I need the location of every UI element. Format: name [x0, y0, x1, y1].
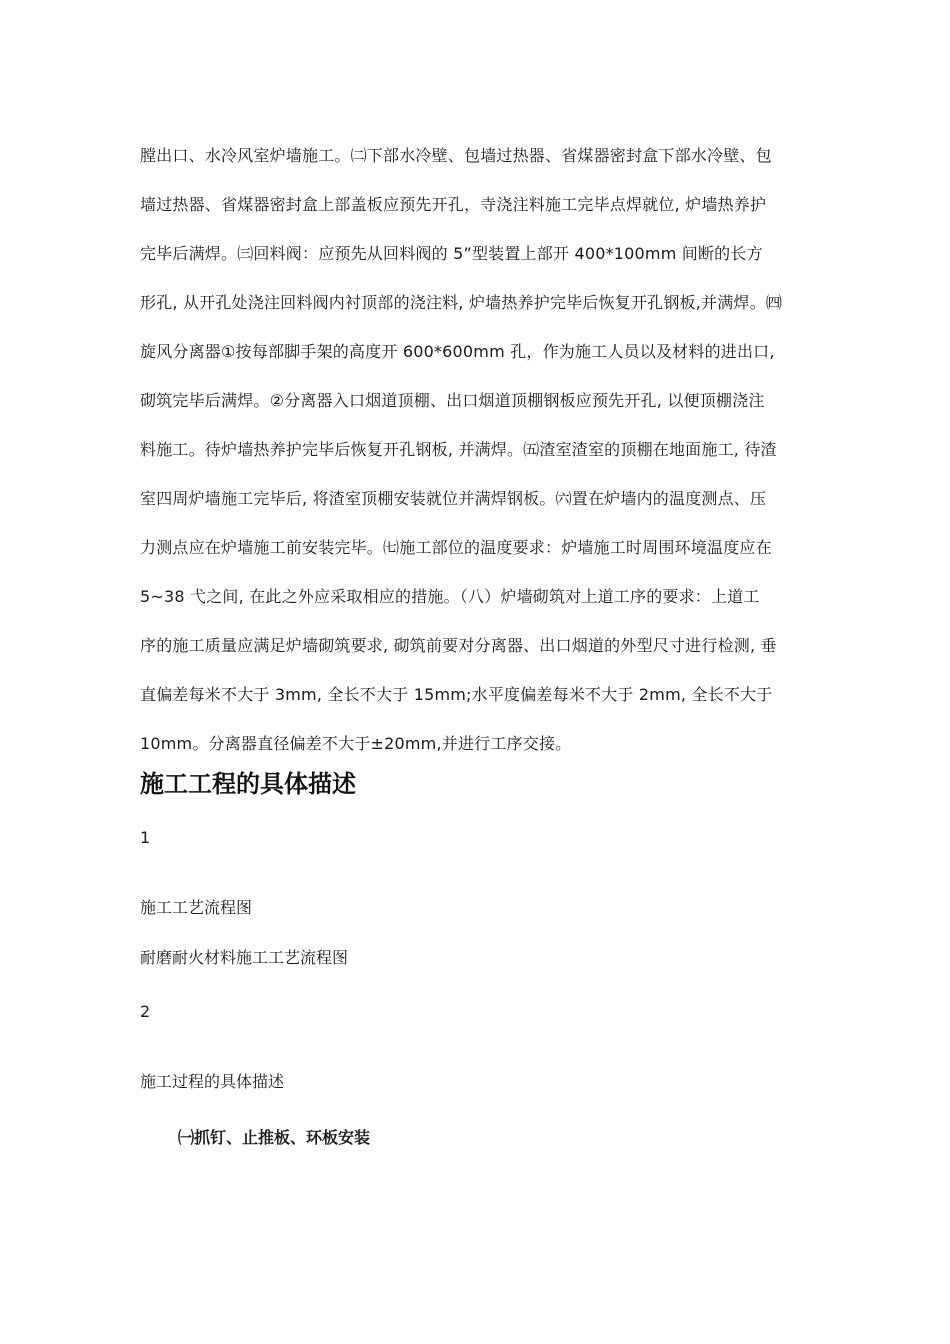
item-title-2: 施工过程的具体描述 [140, 1072, 285, 1091]
body-line: 直偏差每米不大于 3mm, 全长不大于 15mm;水平度偏差每米不大于 2mm, 全长不大于 [140, 685, 773, 704]
body-line: 旋风分离器①按每部脚手架的高度开 600*600mm 孔，作为施工人员以及材料的进出口, [140, 342, 775, 361]
item-number-1: 1 [140, 828, 151, 847]
section-title: 施工工程的具体描述 [140, 770, 356, 798]
body-line: 完毕后满焊。㈢回料阀：应预先从回料阀的 5”型装置上部开 400*100mm 间断的长方 [140, 244, 763, 263]
body-line: 膛出口、水冷风室炉墙施工。㈡下部水冷壁、包墙过热器、省煤器密封盒下部水冷壁、包 [140, 146, 772, 165]
body-line: 10mm。分离器直径偏差不大于±20mm,并进行工序交接。 [140, 734, 572, 753]
body-line: 墙过热器、省煤器密封盒上部盖板应预先开孔，寺浇注料施工完毕点焊就位, 炉墙热养护 [140, 195, 767, 214]
body-paragraph [140, 131, 820, 768]
item-subtitle-1: 耐磨耐火材料施工工艺流程图 [140, 948, 349, 967]
body-line: 料施工。待炉墙热养护完毕后恢复开孔钢板, 并满焊。㈤渣室渣室的顶棚在地面施工, 待渣 [140, 440, 777, 459]
item-title-1: 施工工艺流程图 [140, 898, 253, 917]
body-line: 力测点应在炉墙施工前安装完毕。㈦施工部位的温度要求：炉墙施工时周围环境温度应在 [140, 538, 772, 557]
body-line: 序的施工质量应满足炉墙砌筑要求, 砌筑前要对分离器、出口烟道的外型尺寸进行检测, 垂 [140, 636, 777, 655]
body-line: 砌筑完毕后满焊。②分离器入口烟道顶棚、出口烟道顶棚钢板应预先开孔, 以便顶棚浇注 [140, 391, 765, 410]
body-line: 形孔, 从开孔处浇注回料阀内衬顶部的浇注料, 炉墙热养护完毕后恢复开孔钢板,并满焊。㈣ [140, 293, 783, 312]
item-number-2: 2 [140, 1002, 151, 1021]
sub-heading: ㈠抓钉、止推板、环板安装 [178, 1128, 371, 1147]
body-line: 5~38 弋之间, 在此之外应采取相应的措施。（八）炉墙砌筑对上道工序的要求：上道工 [140, 587, 760, 606]
body-line: 室四周炉墙施工完毕后, 将渣室顶棚安装就位并满焊钢板。㈥置在炉墙内的温度测点、压 [140, 489, 767, 508]
